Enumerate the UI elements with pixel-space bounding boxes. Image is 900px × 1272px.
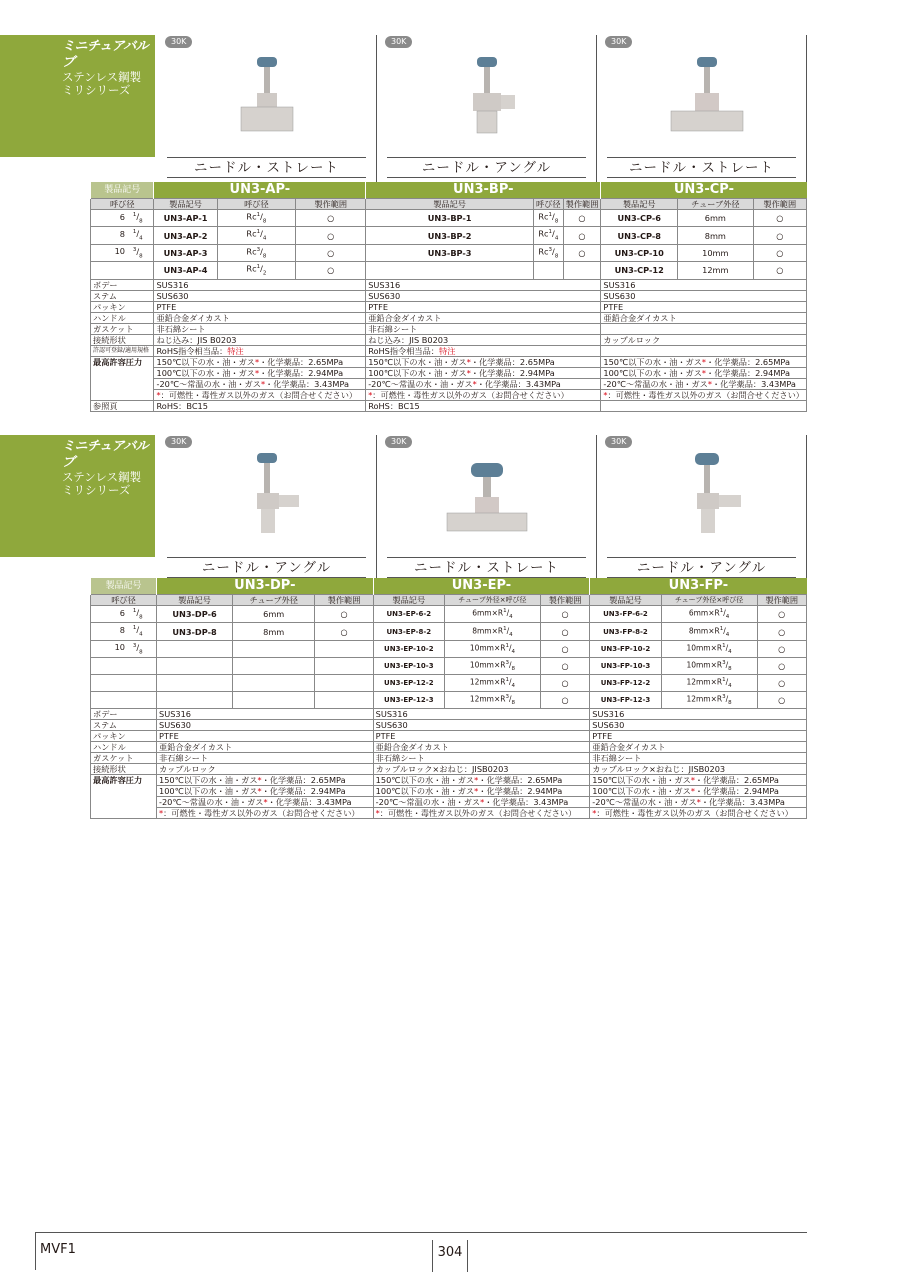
product-card-fp [597, 435, 807, 583]
range-cell: ○ [296, 227, 366, 244]
pressure-row [91, 797, 807, 808]
category-sub1: ステンレス鋼製 [62, 70, 142, 84]
pipe-cell: $Rc^1/_4$ [217, 227, 296, 244]
product-name: ニードル・ストレート [607, 157, 796, 178]
packing-value: PTFE [590, 731, 807, 742]
range-header: 製作範囲 [757, 595, 807, 606]
gasket-label: ガスケット [91, 323, 154, 334]
gasket-value: 非石綿シート [373, 753, 590, 764]
model-label: 製品記号 [91, 578, 157, 595]
pressure-badge: 30K [165, 436, 192, 448]
spec-table-1 [90, 182, 807, 412]
code-cell: UN3-FP-8-2 [590, 623, 661, 640]
range-cell [315, 658, 373, 675]
range-cell: ○ [757, 692, 807, 709]
tube-cell: 6mm [233, 606, 315, 623]
code-cell: UN3-FP-10-3 [590, 658, 661, 675]
pipe-cell: $Rc^3/_8$ [534, 244, 564, 261]
category-sub2: ミリシリーズ [62, 83, 131, 97]
model-bp: UN3-BP- [366, 182, 601, 199]
pressure-value: *：可燃性・毒性ガス以外のガス（お問合せください） [366, 389, 601, 400]
table-row [91, 692, 807, 709]
product-card-bp [377, 35, 597, 183]
handle-label: ハンドル [91, 312, 154, 323]
tube-header: チューブ外径 [233, 595, 315, 606]
pressure-value: *：可燃性・毒性ガス以外のガス（お問合せください） [590, 808, 807, 819]
range-header: 製作範囲 [296, 199, 366, 210]
range-cell: ○ [540, 640, 589, 657]
pressure-value: -20℃～常温の水・油・ガス*・化学薬品：3.43MPa [154, 378, 366, 389]
size-cell: 6 $^1/_8$ [91, 210, 154, 227]
tubepipe-cell: $10mm\times R^3/_8$ [661, 658, 757, 675]
size-cell [91, 692, 157, 709]
permit-value: RoHS指令相当品：特注 [366, 345, 601, 356]
product-name: ニードル・アングル [167, 557, 366, 578]
code-cell [366, 262, 534, 279]
gasket-value [601, 323, 807, 334]
code-cell: UN3-AP-1 [154, 210, 217, 227]
range-cell: ○ [757, 606, 807, 623]
range-cell: ○ [757, 623, 807, 640]
size-cell [91, 658, 157, 675]
conn-label: 接続形状 [91, 764, 157, 775]
footer-section-code: MVF1 [35, 1232, 76, 1270]
pipe-cell [534, 262, 564, 279]
code-header: 製品記号 [366, 199, 534, 210]
code-cell: UN3-FP-12-3 [590, 692, 661, 709]
spec-table-2 [90, 578, 807, 819]
packing-value: PTFE [154, 301, 366, 312]
pressure-value: 150℃以下の水・油・ガス*・化学薬品：2.65MPa [601, 356, 807, 367]
product-name: ニードル・アングル [607, 557, 796, 578]
conn-value: カップルロック×おねじ：JISB0203 [590, 764, 807, 775]
product-card-ep [377, 435, 597, 583]
table-row [91, 658, 807, 675]
code-cell: UN3-EP-8-2 [373, 623, 444, 640]
pressure-row [91, 378, 807, 389]
packing-value: PTFE [601, 301, 807, 312]
gasket-value: 非石綿シート [157, 753, 374, 764]
code-cell: UN3-EP-10-2 [373, 640, 444, 657]
range-cell [315, 692, 373, 709]
body-value: SUS316 [373, 709, 590, 720]
code-cell: UN3-CP-10 [601, 244, 678, 261]
range-cell: ○ [757, 675, 807, 692]
stem-value: SUS630 [157, 720, 374, 731]
stem-value: SUS630 [373, 720, 590, 731]
range-cell: ○ [753, 227, 806, 244]
pressure-value: -20℃～常温の水・油・ガス*・化学薬品：3.43MPa [601, 378, 807, 389]
tube-cell: 8mm [678, 227, 754, 244]
conn-value: ねじ込み：JIS B0203 [154, 334, 366, 345]
code-cell: UN3-CP-12 [601, 262, 678, 279]
category-tab [0, 435, 155, 557]
tube-header: チューブ外径 [678, 199, 754, 210]
pipe-cell: $Rc^3/_8$ [217, 244, 296, 261]
tube-cell: 12mm [678, 262, 754, 279]
conn-label: 接続形状 [91, 334, 154, 345]
pressure-badge: 30K [605, 36, 632, 48]
handle-value: 亜鉛合金ダイカスト [601, 312, 807, 323]
stem-label: ステム [91, 290, 154, 301]
code-cell: UN3-AP-4 [154, 262, 217, 279]
table-row [91, 227, 807, 244]
pressure-value: 150℃以下の水・油・ガス*・化学薬品：2.65MPa [157, 775, 374, 786]
pipe-cell: $Rc^1/_8$ [217, 210, 296, 227]
product-name: ニードル・ストレート [387, 557, 586, 578]
range-cell: ○ [753, 244, 806, 261]
conn-value: カップルロック [157, 764, 374, 775]
range-header: 製作範囲 [753, 199, 806, 210]
range-cell: ○ [296, 210, 366, 227]
pressure-value: *：可燃性・毒性ガス以外のガス（お問合せください） [373, 808, 590, 819]
model-ap: UN3-AP- [154, 182, 366, 199]
code-cell: UN3-DP-6 [157, 606, 233, 623]
tubepipe-cell: $12mm\times R^1/_4$ [444, 675, 540, 692]
range-cell: ○ [757, 640, 807, 657]
model-cp: UN3-CP- [601, 182, 807, 199]
body-value: SUS316 [157, 709, 374, 720]
code-cell: UN3-CP-6 [601, 210, 678, 227]
size-cell: 10 $^3/_8$ [91, 640, 157, 657]
body-value: SUS316 [601, 279, 807, 290]
pressure-label: 最高許容圧力 [91, 356, 154, 400]
permit-value [601, 345, 807, 356]
tubepipe-cell: $12mm\times R^3/_8$ [444, 692, 540, 709]
stem-value: SUS630 [601, 290, 807, 301]
pressure-value: -20℃～常温の水・油・ガス*・化学薬品：3.43MPa [373, 797, 590, 808]
range-cell: ○ [540, 675, 589, 692]
pressure-value: -20℃～常温の水・油・ガス*・化学薬品：3.43MPa [366, 378, 601, 389]
pressure-label: 最高許容圧力 [91, 775, 157, 819]
pressure-row [91, 367, 807, 378]
tube-cell [233, 658, 315, 675]
code-header: 製品記号 [373, 595, 444, 606]
pipe-header: 呼び径 [217, 199, 296, 210]
table-row [91, 210, 807, 227]
tube-cell: 8mm [233, 623, 315, 640]
valve-straight-image [207, 49, 327, 137]
pressure-badge: 30K [165, 36, 192, 48]
code-cell: UN3-BP-2 [366, 227, 534, 244]
valve-straight-image [647, 49, 767, 137]
product-name: ニードル・アングル [387, 157, 586, 178]
code-header: 製品記号 [157, 595, 233, 606]
range-cell: ○ [540, 658, 589, 675]
pressure-badge: 30K [385, 36, 412, 48]
pressure-value: 100℃以下の水・油・ガス*・化学薬品：2.94MPa [154, 367, 366, 378]
valve-angle-image [207, 449, 327, 537]
page-number: 304 [432, 1240, 468, 1272]
gasket-value: 非石綿シート [154, 323, 366, 334]
tubepipe-cell: $10mm\times R^3/_8$ [444, 658, 540, 675]
pressure-value: *：可燃性・毒性ガス以外のガス（お問合せください） [601, 389, 807, 400]
table-row [91, 244, 807, 261]
range-cell: ○ [296, 244, 366, 261]
model-dp: UN3-DP- [157, 578, 374, 595]
code-cell: UN3-BP-1 [366, 210, 534, 227]
category-title: ミニチュアバルブ [62, 39, 149, 70]
ref-value [601, 400, 807, 411]
size-cell: 8 $^1/_4$ [91, 623, 157, 640]
packing-label: パッキン [91, 731, 157, 742]
handle-value: 亜鉛合金ダイカスト [373, 742, 590, 753]
code-header: 製品記号 [590, 595, 661, 606]
permit-value: RoHS指令相当品：特注 [154, 345, 366, 356]
tubepipe-header: チューブ外径×呼び径 [661, 595, 757, 606]
ref-value: RoHS：BC15 [154, 400, 366, 411]
range-header: 製作範囲 [315, 595, 373, 606]
table-row [91, 640, 807, 657]
pressure-value: 150℃以下の水・油・ガス*・化学薬品：2.65MPa [154, 356, 366, 367]
model-ep: UN3-EP- [373, 578, 590, 595]
tubepipe-cell: $12mm\times R^3/_8$ [661, 692, 757, 709]
ref-label: 参照頁 [91, 400, 154, 411]
code-header: 製品記号 [154, 199, 217, 210]
valve-angle-image [647, 449, 767, 537]
pressure-row [91, 808, 807, 819]
category-title: ミニチュアバルブ [62, 439, 149, 470]
code-cell: UN3-FP-6-2 [590, 606, 661, 623]
category-tab [0, 35, 155, 157]
pressure-row [91, 356, 807, 367]
packing-value: PTFE [157, 731, 374, 742]
body-value: SUS316 [154, 279, 366, 290]
range-cell: ○ [540, 623, 589, 640]
permit-label: 許認可登録/適用規格 [91, 345, 154, 356]
product-card-ap [157, 35, 377, 183]
conn-value: カップルロック×おねじ：JISB0203 [373, 764, 590, 775]
packing-label: パッキン [91, 301, 154, 312]
tube-cell [233, 692, 315, 709]
code-header: 製品記号 [601, 199, 678, 210]
gasket-value: 非石綿シート [366, 323, 601, 334]
body-value: SUS316 [366, 279, 601, 290]
stem-value: SUS630 [590, 720, 807, 731]
pressure-badge: 30K [605, 436, 632, 448]
product-card-dp [157, 435, 377, 583]
pressure-value: *：可燃性・毒性ガス以外のガス（お問合せください） [154, 389, 366, 400]
code-cell: UN3-EP-12-2 [373, 675, 444, 692]
code-cell: UN3-AP-3 [154, 244, 217, 261]
category-sub2: ミリシリーズ [62, 483, 131, 497]
code-cell: UN3-EP-6-2 [373, 606, 444, 623]
range-cell: ○ [563, 227, 601, 244]
table-row [91, 606, 807, 623]
size-cell [91, 675, 157, 692]
range-cell: ○ [540, 692, 589, 709]
tubepipe-header: チューブ外径×呼び径 [444, 595, 540, 606]
ref-value: RoHS：BC15 [366, 400, 601, 411]
packing-value: PTFE [373, 731, 590, 742]
model-fp: UN3-FP- [590, 578, 807, 595]
range-cell: ○ [540, 606, 589, 623]
size-cell: 6 $^1/_8$ [91, 606, 157, 623]
range-cell: ○ [757, 658, 807, 675]
range-cell [315, 640, 373, 657]
handle-label: ハンドル [91, 742, 157, 753]
pressure-value: 100℃以下の水・油・ガス*・化学薬品：2.94MPa [373, 786, 590, 797]
range-cell [315, 675, 373, 692]
stem-value: SUS630 [366, 290, 601, 301]
code-cell [157, 658, 233, 675]
valve-angle-image [427, 49, 547, 137]
pipe-cell: $Rc^1/_2$ [217, 262, 296, 279]
gasket-value: 非石綿シート [590, 753, 807, 764]
range-header: 製作範囲 [540, 595, 589, 606]
pressure-row [91, 389, 807, 400]
pressure-value: -20℃～常温の水・油・ガス*・化学薬品：3.43MPa [590, 797, 807, 808]
footer-rule [35, 1232, 807, 1233]
pressure-value: 100℃以下の水・油・ガス*・化学薬品：2.94MPa [590, 786, 807, 797]
range-cell: ○ [753, 262, 806, 279]
table-row [91, 675, 807, 692]
product-name: ニードル・ストレート [167, 157, 366, 178]
table-row [91, 262, 807, 279]
tube-cell: 6mm [678, 210, 754, 227]
body-value: SUS316 [590, 709, 807, 720]
handle-value: 亜鉛合金ダイカスト [157, 742, 374, 753]
pressure-value: 150℃以下の水・油・ガス*・化学薬品：2.65MPa [373, 775, 590, 786]
pressure-badge: 30K [385, 436, 412, 448]
tube-cell [233, 675, 315, 692]
pressure-row [91, 775, 807, 786]
product-card-cp [597, 35, 807, 183]
size-cell [91, 262, 154, 279]
pressure-value: 100℃以下の水・油・ガス*・化学薬品：2.94MPa [601, 367, 807, 378]
stem-value: SUS630 [154, 290, 366, 301]
tubepipe-cell: $12mm\times R^1/_4$ [661, 675, 757, 692]
table-row [91, 623, 807, 640]
pressure-row [91, 786, 807, 797]
range-cell [563, 262, 601, 279]
tube-cell [233, 640, 315, 657]
tubepipe-cell: $8mm\times R^1/_4$ [444, 623, 540, 640]
range-cell: ○ [315, 606, 373, 623]
handle-value: 亜鉛合金ダイカスト [366, 312, 601, 323]
code-cell: UN3-FP-10-2 [590, 640, 661, 657]
size-cell: 8 $^1/_4$ [91, 227, 154, 244]
size-cell: 10 $^3/_8$ [91, 244, 154, 261]
range-cell: ○ [563, 244, 601, 261]
tubepipe-cell: $6mm\times R^1/_4$ [444, 606, 540, 623]
handle-value: 亜鉛合金ダイカスト [154, 312, 366, 323]
body-label: ボデー [91, 709, 157, 720]
range-header: 製作範囲 [563, 199, 601, 210]
body-label: ボデー [91, 279, 154, 290]
pipe-cell: $Rc^1/_4$ [534, 227, 564, 244]
code-cell [157, 692, 233, 709]
tubepipe-cell: $8mm\times R^1/_4$ [661, 623, 757, 640]
gasket-label: ガスケット [91, 753, 157, 764]
model-label: 製品記号 [91, 182, 154, 199]
tubepipe-cell: $10mm\times R^1/_4$ [444, 640, 540, 657]
code-cell: UN3-EP-12-3 [373, 692, 444, 709]
tubepipe-cell: $6mm\times R^1/_4$ [661, 606, 757, 623]
stem-label: ステム [91, 720, 157, 731]
pressure-value: *：可燃性・毒性ガス以外のガス（お問合せください） [157, 808, 374, 819]
code-cell: UN3-BP-3 [366, 244, 534, 261]
range-cell: ○ [563, 210, 601, 227]
code-cell [157, 640, 233, 657]
conn-value: カップルロック [601, 334, 807, 345]
valve-straight-image [427, 449, 547, 537]
packing-value: PTFE [366, 301, 601, 312]
code-cell: UN3-CP-8 [601, 227, 678, 244]
code-cell [157, 675, 233, 692]
pressure-value: 150℃以下の水・油・ガス*・化学薬品：2.65MPa [366, 356, 601, 367]
code-cell: UN3-EP-10-3 [373, 658, 444, 675]
pipe-header: 呼び径 [534, 199, 564, 210]
pressure-value: -20℃～常温の水・油・ガス*・化学薬品：3.43MPa [157, 797, 374, 808]
category-sub1: ステンレス鋼製 [62, 470, 142, 484]
range-cell: ○ [315, 623, 373, 640]
range-cell: ○ [296, 262, 366, 279]
code-cell: UN3-FP-12-2 [590, 675, 661, 692]
handle-value: 亜鉛合金ダイカスト [590, 742, 807, 753]
tube-cell: 10mm [678, 244, 754, 261]
code-cell: UN3-AP-2 [154, 227, 217, 244]
range-cell: ○ [753, 210, 806, 227]
code-cell: UN3-DP-8 [157, 623, 233, 640]
size-header: 呼び径 [91, 595, 157, 606]
conn-value: ねじ込み：JIS B0203 [366, 334, 601, 345]
size-header: 呼び径 [91, 199, 154, 210]
pipe-cell: $Rc^1/_8$ [534, 210, 564, 227]
tubepipe-cell: $10mm\times R^1/_4$ [661, 640, 757, 657]
pressure-value: 100℃以下の水・油・ガス*・化学薬品：2.94MPa [157, 786, 374, 797]
pressure-value: 100℃以下の水・油・ガス*・化学薬品：2.94MPa [366, 367, 601, 378]
pressure-value: 150℃以下の水・油・ガス*・化学薬品：2.65MPa [590, 775, 807, 786]
